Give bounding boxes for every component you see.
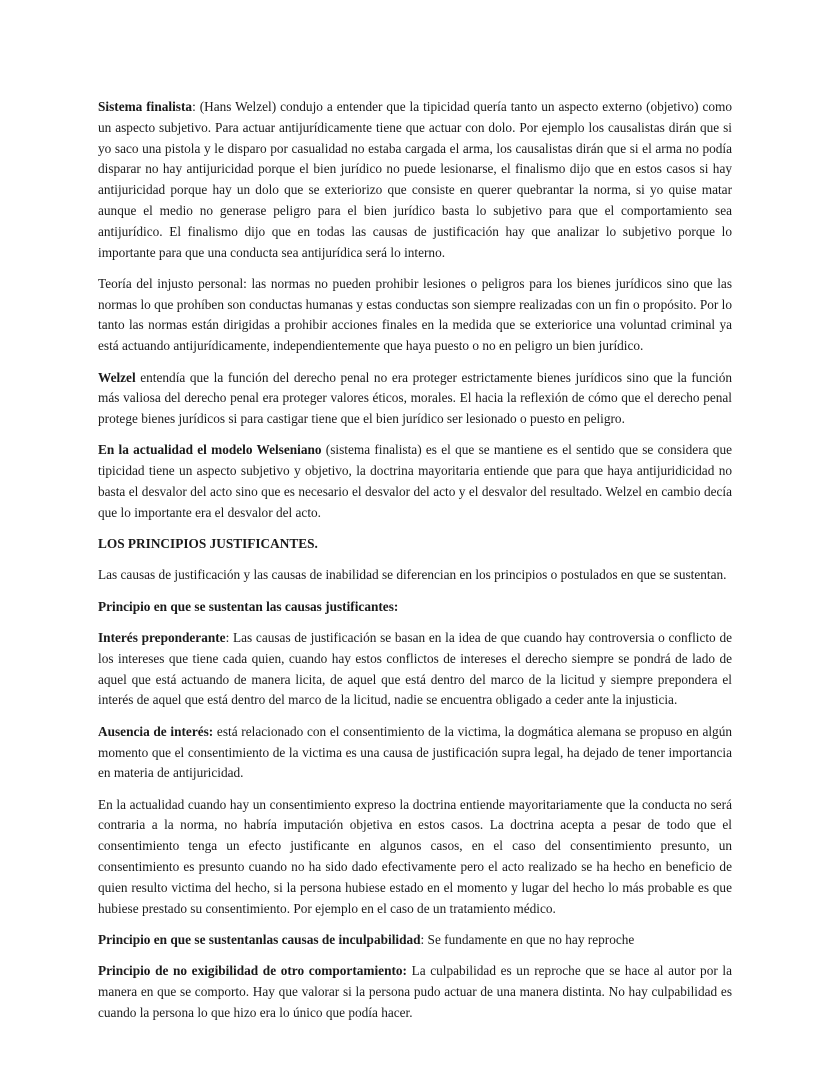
heading-text: LOS PRINCIPIOS JUSTIFICANTES.	[98, 536, 318, 552]
paragraph-ausencia-interes	[98, 722, 732, 784]
paragraph-text: La culpabilidad es un reproche que se hace al autor por la manera en que se comporto. Hay que valorar si la persona pudo actuar de una manera distinta. No hay culpabilidad es cuando la persona lo que hizo era lo único que podía hacer.	[98, 963, 733, 1020]
paragraph-text: está relacionado con el consentimiento de la victima, la dogmática alemana se propuso en algún momento que el consentimiento de la victima es una causa de justificación supra legal, ha dejado de tener importancia en materia de antijuricidad.	[98, 723, 732, 781]
term-interes-preponderante: Interés preponderante	[98, 630, 226, 646]
term-sistema-finalista: Sistema finalista	[98, 99, 193, 114]
paragraph-text: En la actualidad cuando hay un consentimiento expreso la doctrina entiende mayoritariamente que la conducta no será contraria a la norma, no habría imputación objetiva en estos casos. La doctrina acepta a pesar de todo que el consentimiento tenga un efecto justificante en algunos casos, en el caso del consentimiento presunto, un consentimiento es presunto cuando no ha sido dado efectivamente pero el acto realizado se ha hecho en beneficio de quien resulto victima del hecho, si la persona hubiese estado en el momento y lugar del hecho lo más probable es que hubiese prestado su consentimiento. Por ejemplo en el caso de un tratamiento médico.	[98, 796, 732, 916]
paragraph-text: Teoría del injusto personal: las normas no pueden prohibir lesiones o peligros para los bienes jurídicos sino que las normas lo que prohíben son conductas humanas y estas conductas son siempre realizadas con un fin o propósito. Por lo tanto las normas están dirigidas a prohibir acciones finales en la medida que se exteriorice una voluntad criminal ya está actuando antijurídicamente, independientemente que haya puesto o no en peligro un bien jurídico.	[98, 275, 732, 354]
paragraph-no-exigibilidad	[98, 961, 732, 1023]
term-ausencia-interes: Ausencia de interés:	[98, 723, 214, 739]
paragraph-text: : Se fundamente en que no hay reproche	[420, 931, 635, 947]
paragraph-sistema-finalista	[98, 97, 732, 263]
paragraph-modelo-welseniano	[98, 440, 732, 523]
term-no-exigibilidad: Principio de no exigibilidad de otro comportamiento:	[98, 963, 407, 979]
subheading-text: Principio en que se sustentan las causas justificantes:	[98, 598, 399, 614]
paragraph-text: entendía que la función del derecho penal no era proteger estrictamente bienes jurídicos sino que la función más valiosa del derecho penal era proteger valores éticos, morales. El hacia la reflexión de cómo que el derecho penal protege bienes jurídicos si para castigar tiene que el bien jurídico ser lesionado o puesto en peligro.	[98, 369, 732, 427]
paragraph-text: (sistema finalista) es el que se mantiene es el sentido que se considera que tipicidad tiene un aspecto subjetivo y objetivo, la doctrina mayoritaria entiende que para que haya antijuridicidad no basta el desvalor del acto sino que es necesario el desvalor del acto y el desvalor del resultado. Welzel en cambio decía que lo importante era el desvalor del acto.	[98, 442, 732, 520]
subheading-causas-justificantes	[98, 597, 732, 618]
paragraph-text: Las causas de justificación y las causas de inabilidad se diferencian en los principios o postulados en que se sustentan.	[98, 567, 727, 583]
term-modelo-welseniano: En la actualidad el modelo Welseniano	[98, 442, 322, 458]
section-heading-principios-justificantes	[98, 534, 732, 555]
paragraph-welzel	[98, 368, 732, 430]
term-causas-inculpabilidad: Principio en que se sustentanlas causas de inculpabilidad	[98, 931, 421, 947]
paragraph-causas-justificacion	[98, 565, 732, 586]
term-welzel: Welzel	[98, 369, 136, 385]
paragraph-teoria-injusto-personal	[98, 274, 732, 357]
paragraph-text: : (Hans Welzel) condujo a entender que la tipicidad quería tanto un aspecto externo (objetivo) como un aspecto subjetivo. Para actuar antijurídicamente tiene que actuar con dolo. Por ejemplo los causalistas dirán que si yo saco una pistola y le disparo por casualidad no estaba cargada el arma, los causalistas dirán que si el arma no podía disparar no hay antijuricidad porque el bien jurídico no puede lesionarse, el finalismo dijo que en estos casos si hay antijuricidad porque hay un dolo que se exteriorizo que consiste en querer quebrantar la norma, si yo quise matar aunque el medio no generase peligro para el bien jurídico basta lo subjetivo para que el comportamiento sea antijurídico. El finalismo dijo que en todas las causas de justificación hay que analizar lo subjetivo porque lo importante para que una conducta sea antijurídica será lo interno.	[98, 99, 732, 260]
paragraph-interes-preponderante	[98, 628, 732, 711]
paragraph-consentimiento	[98, 795, 732, 920]
paragraph-text: : Las causas de justificación se basan en la idea de que cuando hay controversia o conflicto de los intereses que tiene cada quien, cuando hay estos conflictos de intereses el derecho siempre se pondrá de lado de aquel que está actuando de manera licita, de aquel que está dentro del marco de la licitud y siempre prepondera el interés de aquel que está dentro del marco de la licitud, nadie se encuentra obligado a ceder ante la injusticia.	[98, 630, 732, 708]
paragraph-causas-inculpabilidad	[98, 930, 732, 951]
